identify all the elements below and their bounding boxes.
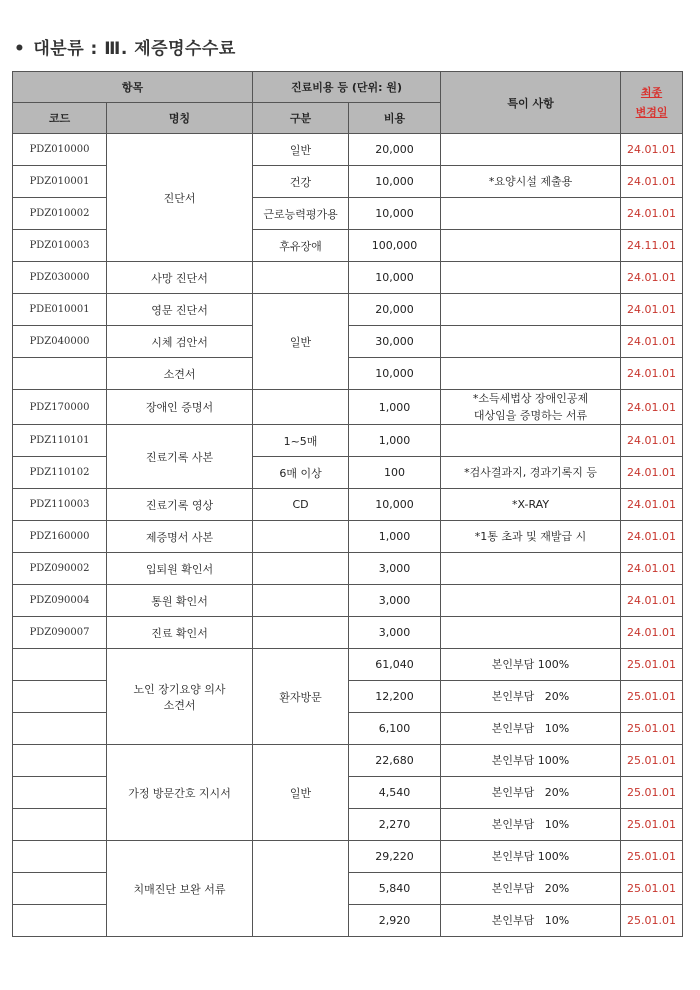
code-cell xyxy=(13,873,107,905)
date-cell: 24.01.01 xyxy=(621,198,683,230)
cost-cell: 10,000 xyxy=(349,489,441,521)
date-cell: 25.01.01 xyxy=(621,745,683,777)
note-cell xyxy=(441,134,621,166)
date-cell: 25.01.01 xyxy=(621,873,683,905)
note-cell: 본인부담 20% xyxy=(441,873,621,905)
date-cell: 24.01.01 xyxy=(621,358,683,390)
date-cell: 24.01.01 xyxy=(621,553,683,585)
note-cell: 본인부담 100% xyxy=(441,745,621,777)
category-cell xyxy=(253,262,349,294)
code-cell: PDZ160000 xyxy=(13,521,107,553)
header-date-line1: 최종 xyxy=(640,85,663,99)
date-cell: 24.01.01 xyxy=(621,326,683,358)
name-cell: 가정 방문간호 지시서 xyxy=(107,745,253,841)
category-cell: 환자방문 xyxy=(253,649,349,745)
category-cell xyxy=(253,841,349,937)
category-cell: 일반 xyxy=(253,294,349,390)
note-line: 대상임을 증명하는 서류 xyxy=(473,409,588,422)
date-cell: 24.01.01 xyxy=(621,134,683,166)
cost-cell: 10,000 xyxy=(349,198,441,230)
cost-cell: 10,000 xyxy=(349,166,441,198)
code-cell: PDZ010003 xyxy=(13,230,107,262)
name-cell xyxy=(107,649,253,745)
cost-cell: 2,270 xyxy=(349,809,441,841)
category-cell: 일반 xyxy=(253,745,349,841)
date-cell: 25.01.01 xyxy=(621,905,683,937)
name-cell: 사망 진단서 xyxy=(107,262,253,294)
note-cell xyxy=(441,198,621,230)
cost-cell: 12,200 xyxy=(349,681,441,713)
code-cell xyxy=(13,681,107,713)
note-cell: 본인부담 20% xyxy=(441,681,621,713)
title-text: 대분류 : Ⅲ. 제증명수수료 xyxy=(33,39,236,59)
category-cell xyxy=(253,390,349,425)
table-row xyxy=(13,489,683,521)
note-cell xyxy=(441,390,621,425)
code-cell xyxy=(13,841,107,873)
note-cell xyxy=(441,230,621,262)
table-row xyxy=(13,649,683,681)
table-row xyxy=(13,745,683,777)
category-cell: 근로능력평가용 xyxy=(253,198,349,230)
date-cell: 25.01.01 xyxy=(621,841,683,873)
cost-cell: 1,000 xyxy=(349,390,441,425)
name-cell: 입퇴원 확인서 xyxy=(107,553,253,585)
code-cell: PDZ030000 xyxy=(13,262,107,294)
category-cell xyxy=(253,617,349,649)
table-header xyxy=(13,72,683,134)
date-cell: 24.01.01 xyxy=(621,390,683,425)
name-cell: 통원 확인서 xyxy=(107,585,253,617)
cost-cell: 3,000 xyxy=(349,617,441,649)
table-row xyxy=(13,294,683,326)
code-cell: PDZ090004 xyxy=(13,585,107,617)
cost-cell: 20,000 xyxy=(349,294,441,326)
cost-cell: 3,000 xyxy=(349,585,441,617)
date-cell: 24.01.01 xyxy=(621,617,683,649)
code-cell: PDZ110003 xyxy=(13,489,107,521)
code-cell xyxy=(13,649,107,681)
table-row xyxy=(13,262,683,294)
category-cell: 일반 xyxy=(253,134,349,166)
name-cell: 진료기록 영상 xyxy=(107,489,253,521)
note-cell xyxy=(441,585,621,617)
header-date-line2: 변경일 xyxy=(635,105,668,119)
cost-cell: 29,220 xyxy=(349,841,441,873)
cost-cell: 100 xyxy=(349,457,441,489)
note-cell xyxy=(441,425,621,457)
code-cell: PDZ040000 xyxy=(13,326,107,358)
table-row xyxy=(13,425,683,457)
note-cell xyxy=(441,553,621,585)
code-cell: PDZ110102 xyxy=(13,457,107,489)
code-cell xyxy=(13,809,107,841)
category-cell: CD xyxy=(253,489,349,521)
name-cell: 치매진단 보완 서류 xyxy=(107,841,253,937)
date-cell: 24.01.01 xyxy=(621,521,683,553)
header-last-changed xyxy=(621,72,683,134)
date-cell: 24.01.01 xyxy=(621,166,683,198)
code-cell xyxy=(13,358,107,390)
cost-cell: 6,100 xyxy=(349,713,441,745)
category-cell: 건강 xyxy=(253,166,349,198)
name-cell: 진료기록 사본 xyxy=(107,425,253,489)
cost-cell: 10,000 xyxy=(349,358,441,390)
name-cell: 진단서 xyxy=(107,134,253,262)
note-cell: 본인부담 10% xyxy=(441,713,621,745)
date-cell: 24.01.01 xyxy=(621,294,683,326)
fee-table xyxy=(12,71,683,937)
name-cell: 진료 확인서 xyxy=(107,617,253,649)
category-cell: 1~5매 xyxy=(253,425,349,457)
code-cell: PDE010001 xyxy=(13,294,107,326)
note-cell: *요양시설 제출용 xyxy=(441,166,621,198)
code-cell: PDZ010000 xyxy=(13,134,107,166)
note-cell: *1통 초과 및 재발급 시 xyxy=(441,521,621,553)
cost-cell: 20,000 xyxy=(349,134,441,166)
header-notes: 특이 사항 xyxy=(441,72,621,134)
name-cell: 시체 검안서 xyxy=(107,326,253,358)
category-cell xyxy=(253,521,349,553)
code-cell: PDZ010001 xyxy=(13,166,107,198)
date-cell: 25.01.01 xyxy=(621,777,683,809)
date-cell: 25.01.01 xyxy=(621,681,683,713)
note-line: *소득세법상 장애인공제 xyxy=(472,392,589,405)
note-cell xyxy=(441,294,621,326)
cost-cell: 3,000 xyxy=(349,553,441,585)
table-row xyxy=(13,134,683,166)
header-code: 코드 xyxy=(13,103,107,134)
name-cell: 소견서 xyxy=(107,358,253,390)
date-cell: 24.01.01 xyxy=(621,457,683,489)
cost-cell: 30,000 xyxy=(349,326,441,358)
table-row xyxy=(13,841,683,873)
title-bullet: • xyxy=(14,39,26,59)
note-cell: 본인부담 100% xyxy=(441,841,621,873)
name-cell: 제증명서 사본 xyxy=(107,521,253,553)
table-row xyxy=(13,390,683,425)
note-cell: 본인부담 10% xyxy=(441,905,621,937)
header-name: 명칭 xyxy=(107,103,253,134)
name-line: 노인 장기요양 의사 xyxy=(133,682,226,696)
cost-cell: 4,540 xyxy=(349,777,441,809)
code-cell xyxy=(13,777,107,809)
category-cell xyxy=(253,585,349,617)
note-cell: 본인부담 10% xyxy=(441,809,621,841)
code-cell: PDZ010002 xyxy=(13,198,107,230)
header-row xyxy=(13,72,683,103)
code-cell: PDZ110101 xyxy=(13,425,107,457)
code-cell: PDZ090007 xyxy=(13,617,107,649)
cost-cell: 2,920 xyxy=(349,905,441,937)
table-row xyxy=(13,521,683,553)
page-title xyxy=(14,34,236,59)
note-cell xyxy=(441,326,621,358)
date-cell: 25.01.01 xyxy=(621,809,683,841)
date-cell: 24.11.01 xyxy=(621,230,683,262)
note-cell: 본인부담 100% xyxy=(441,649,621,681)
cost-cell: 100,000 xyxy=(349,230,441,262)
cost-cell: 10,000 xyxy=(349,262,441,294)
table-row xyxy=(13,585,683,617)
category-cell: 6매 이상 xyxy=(253,457,349,489)
date-cell: 24.01.01 xyxy=(621,585,683,617)
cost-cell: 61,040 xyxy=(349,649,441,681)
code-cell xyxy=(13,713,107,745)
date-cell: 25.01.01 xyxy=(621,649,683,681)
cost-cell: 5,840 xyxy=(349,873,441,905)
name-cell: 영문 진단서 xyxy=(107,294,253,326)
header-cost-group: 진료비용 등 (단위: 원) xyxy=(253,72,441,103)
header-item: 항목 xyxy=(13,72,253,103)
header-category: 구분 xyxy=(253,103,349,134)
code-cell xyxy=(13,745,107,777)
code-cell xyxy=(13,905,107,937)
note-cell xyxy=(441,262,621,294)
date-cell: 24.01.01 xyxy=(621,262,683,294)
date-cell: 24.01.01 xyxy=(621,425,683,457)
date-cell: 24.01.01 xyxy=(621,489,683,521)
note-cell: 본인부담 20% xyxy=(441,777,621,809)
cost-cell: 1,000 xyxy=(349,521,441,553)
cost-cell: 22,680 xyxy=(349,745,441,777)
code-cell: PDZ090002 xyxy=(13,553,107,585)
header-cost: 비용 xyxy=(349,103,441,134)
date-cell: 25.01.01 xyxy=(621,713,683,745)
category-cell xyxy=(253,553,349,585)
note-cell: *검사결과지, 경과기록지 등 xyxy=(441,457,621,489)
category-cell: 후유장애 xyxy=(253,230,349,262)
code-cell: PDZ170000 xyxy=(13,390,107,425)
cost-cell: 1,000 xyxy=(349,425,441,457)
note-cell xyxy=(441,617,621,649)
note-cell: *X-RAY xyxy=(441,489,621,521)
name-line: 소견서 xyxy=(163,698,196,712)
note-cell xyxy=(441,358,621,390)
name-cell: 장애인 증명서 xyxy=(107,390,253,425)
table-row xyxy=(13,553,683,585)
table-row xyxy=(13,617,683,649)
